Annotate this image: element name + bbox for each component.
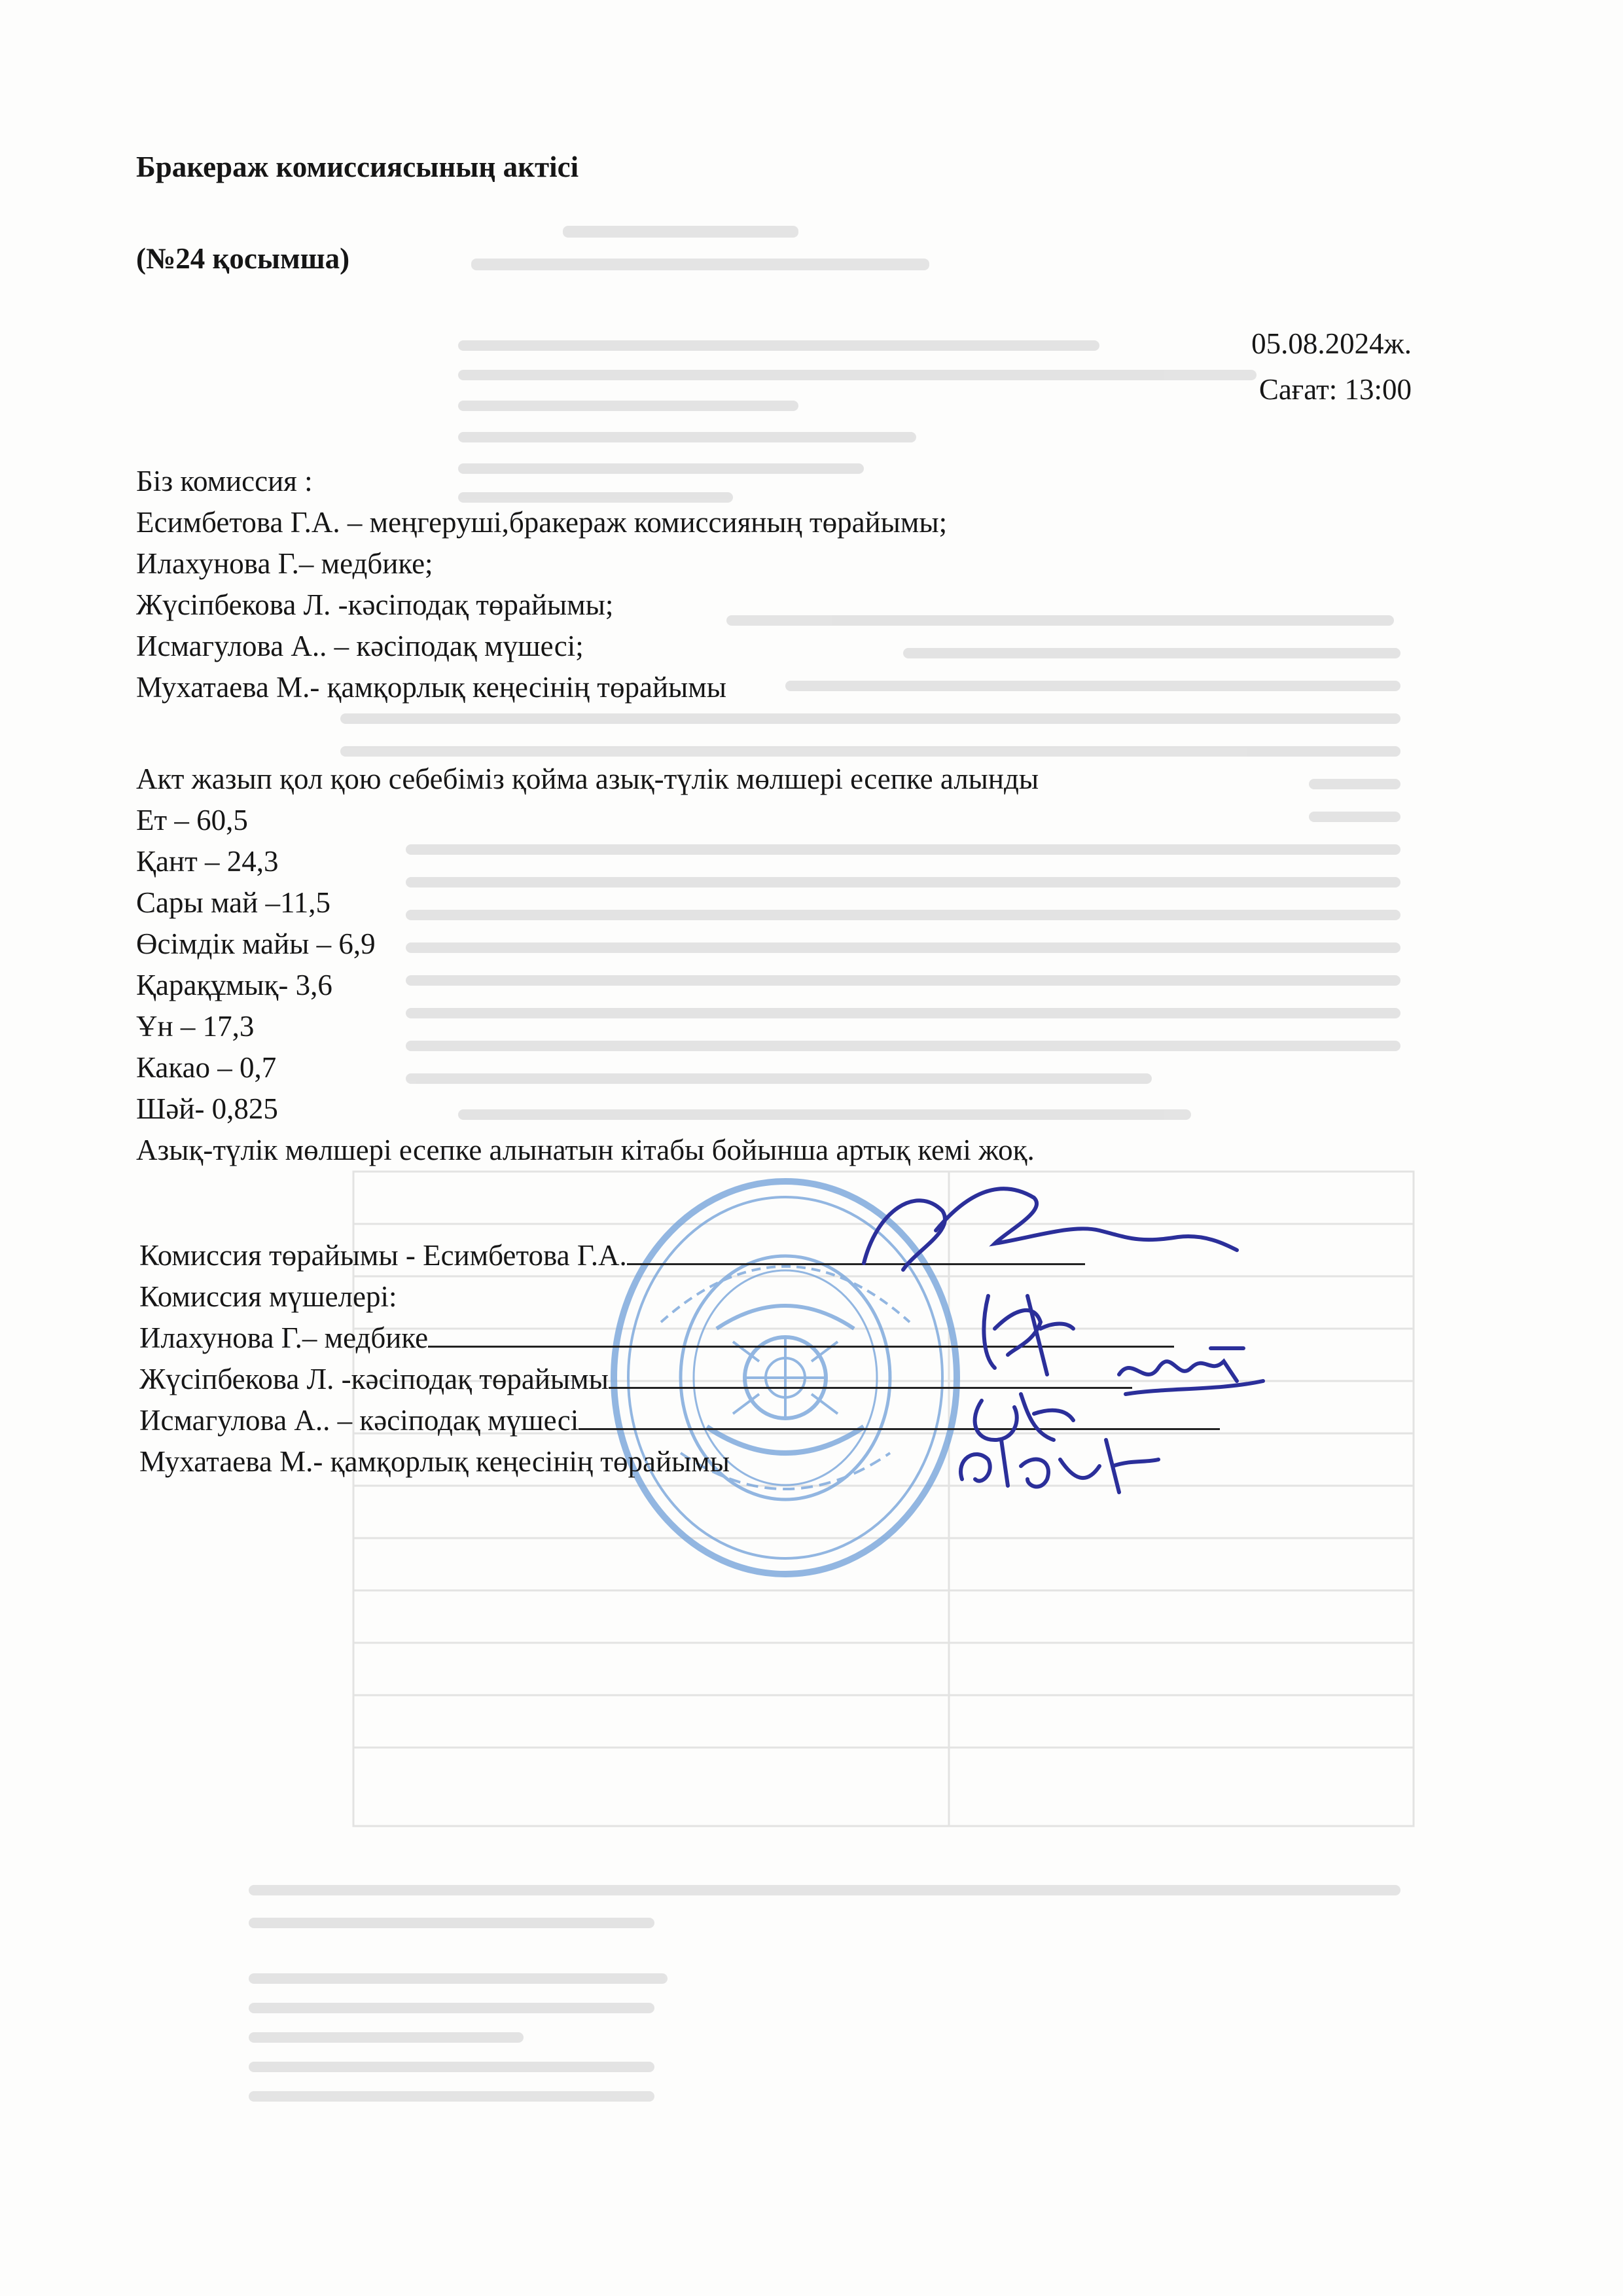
act-reason: Акт жазып қол қою себебіміз қойма азық-түлік мөлшері есепке алынды [136,762,1039,795]
document-time: Сағат: 13:00 [1258,373,1412,406]
appendix-number: (№24 қосымша) [136,242,350,275]
item-line: Ет – 60,5 [136,804,248,836]
document-date: 05.08.2024ж. [1251,327,1412,360]
item-line: Какао – 0,7 [136,1051,277,1084]
item-line: Қант – 24,3 [136,845,279,878]
signature-line: Мухатаева М.- қамқорлық кеңесінің төрайымы [139,1445,730,1478]
chair-handwritten-signature [838,1172,1243,1283]
item-line: Сары май –11,5 [136,886,331,919]
item-line: Шәй- 0,825 [136,1092,278,1125]
handwritten-signature [1113,1335,1270,1407]
signatory-label: Жүсіпбекова Л. -кәсіподақ төрайымы [139,1363,609,1395]
chair-label: Комиссия төрайымы - Есимбетова Г.А. [139,1239,627,1272]
member-line: Мухатаева М.- қамқорлық кеңесінің төрайымы [136,671,726,704]
member-line: Исмагулова А.. – кәсіподақ мүшесі; [136,630,584,662]
member-line: Есимбетова Г.А. – меңгеруші,бракераж комиссияның төрайымы; [136,506,948,539]
commission-intro: Біз комиссия : [136,465,313,497]
handwritten-signature [949,1427,1165,1505]
handwritten-signature [962,1283,1080,1381]
member-line: Жүсіпбекова Л. -кәсіподақ төрайымы; [136,588,614,621]
member-line: Илахунова Г.– медбике; [136,547,433,580]
document-title: Бракераж комиссиясының актісі [136,151,579,183]
signatory-label: Исмагулова А.. – кәсіподақ мүшесі [139,1404,579,1437]
conclusion-text: Азық-түлік мөлшері есепке алынатын кітабы бойынша артық кемі жоқ. [136,1134,1035,1166]
item-line: Өсімдік майы – 6,9 [136,927,376,960]
members-label: Комиссия мүшелері: [139,1280,397,1313]
item-line: Қарақұмық- 3,6 [136,969,332,1001]
signatory-label: Илахунова Г.– медбике [139,1321,429,1354]
item-line: Ұн – 17,3 [136,1010,255,1043]
